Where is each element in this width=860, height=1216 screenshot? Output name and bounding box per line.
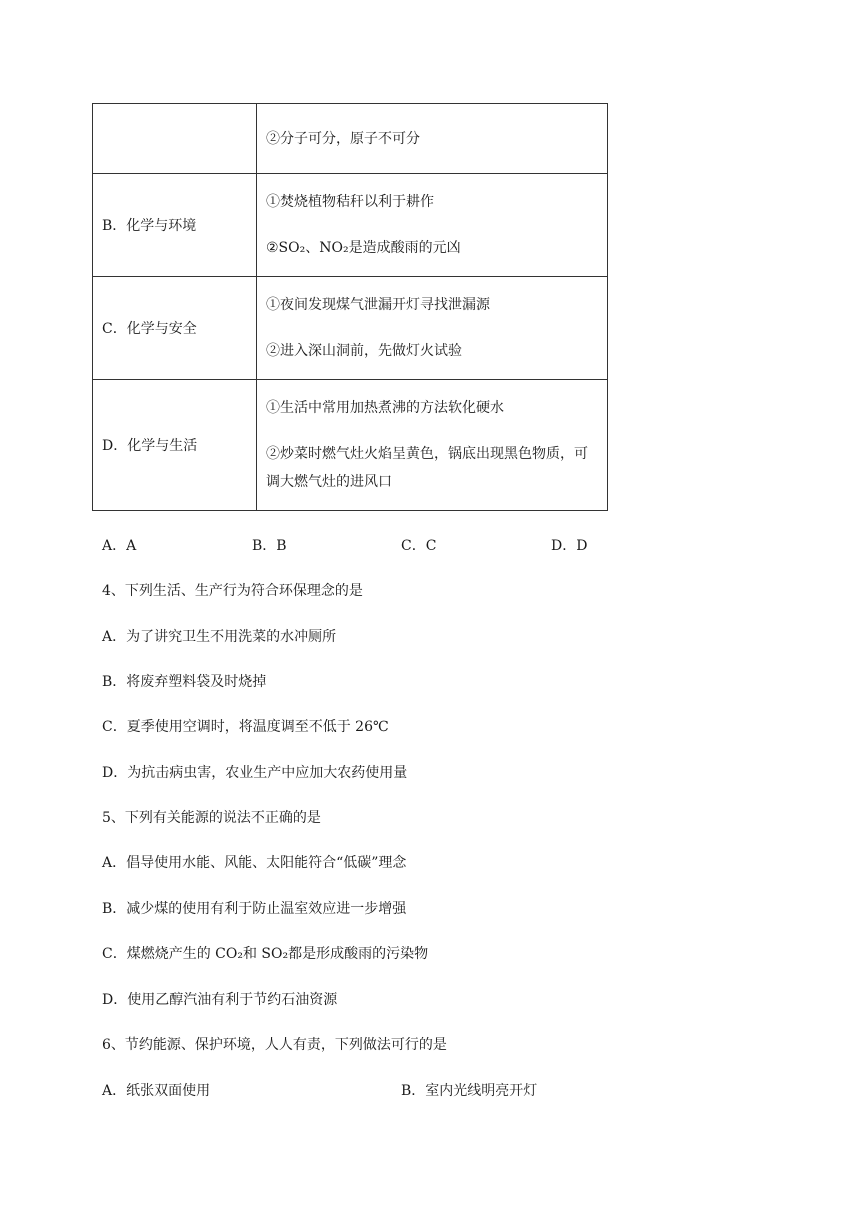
table-row xyxy=(93,380,608,511)
q4-stem: 4、下列生活、生产行为符合环保理念的是 xyxy=(102,583,363,599)
q6-option-b: B．室内光线明亮开灯 xyxy=(401,1083,538,1099)
q5-stem: 5、下列有关能源的说法不正确的是 xyxy=(102,810,321,826)
q4-option-b: B．将废弃塑料袋及时烧掉 xyxy=(102,674,267,690)
table-cell-category: C．化学与安全 xyxy=(93,277,257,380)
table-cell-category: B．化学与环境 xyxy=(93,174,257,277)
q4-option-d: D．为抗击病虫害，农业生产中应加大农药使用量 xyxy=(102,765,408,781)
table-item: ①夜间发现煤气泄漏开灯寻找泄漏源 xyxy=(266,297,490,313)
answer-table xyxy=(92,103,608,511)
table-item: ①生活中常用加热煮沸的方法软化硬水 xyxy=(266,400,504,416)
q3-option-d: D．D xyxy=(551,538,588,554)
q3-option-b: B．B xyxy=(252,538,287,554)
q4-option-a: A．为了讲究卫生不用洗菜的水冲厕所 xyxy=(102,629,337,645)
table-item: ②分子可分，原子不可分 xyxy=(266,130,420,147)
q3-option-c: C．C xyxy=(401,538,437,554)
table-cell-category xyxy=(93,104,257,174)
table-item: ①焚烧植物秸秆以利于耕作 xyxy=(266,194,434,210)
table-row xyxy=(93,277,608,380)
q4-option-c: C．夏季使用空调时，将温度调至不低于 26℃ xyxy=(102,719,389,735)
table-cell-items xyxy=(257,104,608,174)
table-cell-items xyxy=(257,174,608,277)
q5-option-d: D．使用乙醇汽油有利于节约石油资源 xyxy=(102,992,338,1008)
q6-stem: 6、节约能源、保护环境，人人有责，下列做法可行的是 xyxy=(102,1037,447,1053)
q5-option-a: A．倡导使用水能、风能、太阳能符合“低碳”理念 xyxy=(102,855,407,871)
q6-option-a: A．纸张双面使用 xyxy=(102,1083,211,1099)
table-row xyxy=(93,104,608,174)
table-cell-items xyxy=(257,380,608,511)
q5-option-c: C．煤燃烧产生的 CO₂和 SO₂都是形成酸雨的污染物 xyxy=(102,946,429,962)
table-item: ②SO₂、NO₂是造成酸雨的元凶 xyxy=(266,240,461,256)
q5-option-b: B．减少煤的使用有利于防止温室效应进一步增强 xyxy=(102,901,407,917)
table-item: ②进入深山洞前，先做灯火试验 xyxy=(266,343,462,359)
table-item: ②炒菜时燃气灶火焰呈黄色，锅底出现黑色物质，可调大燃气灶的进风口 xyxy=(266,446,588,490)
table-cell-items xyxy=(257,277,608,380)
table-row xyxy=(93,174,608,277)
q3-option-a: A．A xyxy=(102,538,137,554)
table-cell-category: D．化学与生活 xyxy=(93,380,257,511)
